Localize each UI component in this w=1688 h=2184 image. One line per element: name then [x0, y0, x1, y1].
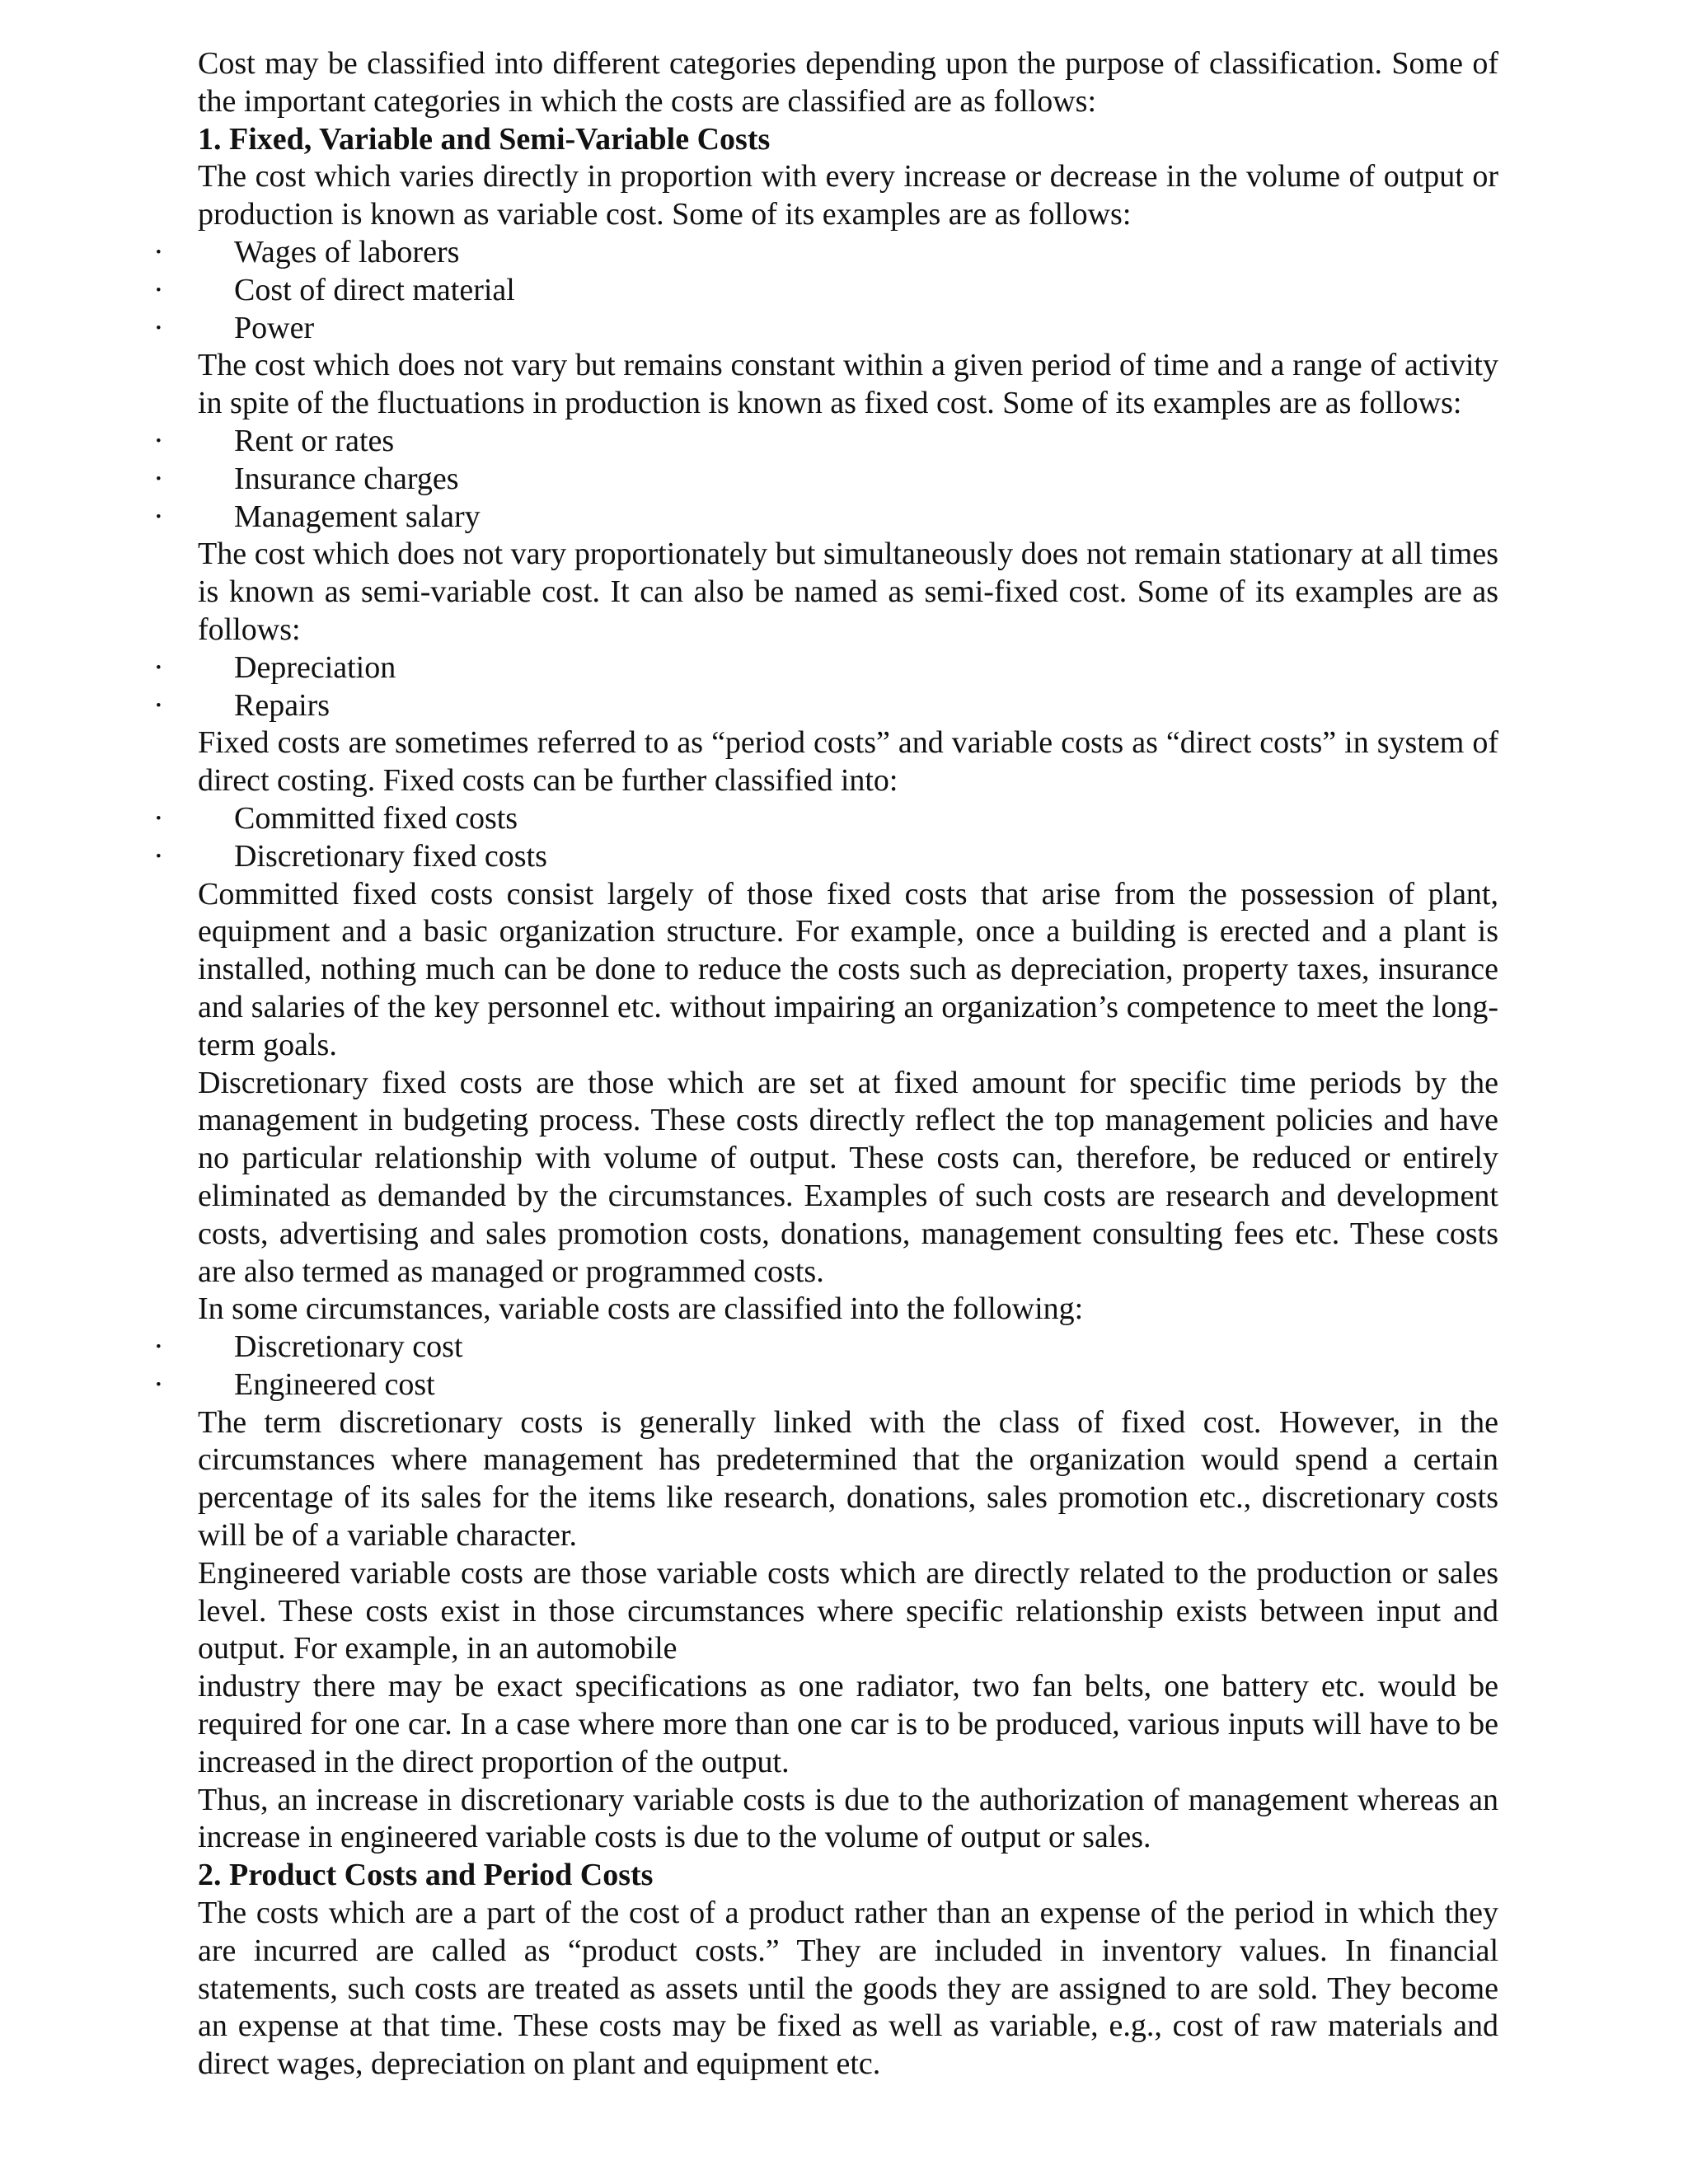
- list-item: [0, 800, 1470, 838]
- engineered-cost-paragraph-start: Engineered variable costs are those variable costs which are directly related to the production or sales level. These costs exist in those circumstances where specific relationship exists between input and output. For example, in an automobile: [198, 1555, 1498, 1666]
- bullet-icon: ·: [153, 423, 164, 458]
- list-item: [0, 423, 1470, 461]
- list-item-text: Depreciation: [234, 649, 396, 685]
- semi-variable-cost-examples: [0, 649, 1688, 725]
- list-item-text: Management salary: [234, 499, 481, 534]
- list-item: [0, 1366, 1470, 1404]
- list-item: [0, 310, 1470, 348]
- bullet-icon: ·: [153, 461, 164, 496]
- list-item: [0, 649, 1470, 687]
- variable-cost-classes-intro: In some circumstances, variable costs are classified into the following:: [198, 1291, 1084, 1327]
- discretionary-cost-paragraph: The term discretionary costs is generally linked with the class of fixed cost. However, in the circumstances where management has predetermined that the organization would spend a certain percentage of its sales for the items like research, donations, sales promotion etc., discretionary costs will be of a variable character.: [198, 1404, 1498, 1554]
- section-heading-product-period: 2. Product Costs and Period Costs: [198, 1858, 654, 1893]
- engineered-cost-paragraph-continued: industry there may be exact specifications as one radiator, two fan belts, one battery etc. would be required for one car. In a case where more than one car is to be produced, various inputs will have to be increased in the direct proportion of the output.: [198, 1669, 1498, 1779]
- section-heading-fixed-variable: 1. Fixed, Variable and Semi-Variable Costs: [198, 121, 771, 157]
- bullet-icon: ·: [153, 687, 164, 723]
- fixed-cost-examples: [0, 423, 1688, 536]
- bullet-icon: ·: [153, 234, 164, 269]
- list-item-text: Discretionary fixed costs: [234, 838, 547, 874]
- bullet-icon: ·: [153, 272, 164, 307]
- fixed-cost-definition: The cost which does not vary but remains constant within a given period of time and a range of activity in spite of the fluctuations in production is known as fixed cost. Some of its examples are as follows:: [198, 348, 1498, 421]
- bullet-icon: ·: [153, 1329, 164, 1365]
- fixed-cost-types: [0, 800, 1688, 876]
- discretionary-fixed-costs-paragraph: Discretionary fixed costs are those which are set at fixed amount for specific time periods by the management in budgeting process. These costs directly reflect the top management policies and have no particular relationship with volume of output. These costs can, therefore, be reduced or entirely eliminated as demanded by the circumstances. Examples of such costs are research and development costs, advertising and sales promotion costs, donations, management consulting fees etc. These costs are also termed as managed or programmed costs.: [198, 1065, 1498, 1289]
- bullet-icon: ·: [153, 310, 164, 345]
- list-item-text: Cost of direct material: [234, 272, 515, 307]
- list-item: [0, 838, 1470, 876]
- list-item: [0, 272, 1470, 310]
- list-item-text: Power: [234, 310, 315, 345]
- document-body: [0, 45, 1688, 2083]
- variable-cost-definition: The cost which varies directly in proportion with every increase or decrease in the volume of output or production is known as variable cost. Some of its examples are as follows:: [198, 159, 1498, 232]
- list-item: [0, 234, 1470, 272]
- list-item-text: Insurance charges: [234, 461, 459, 496]
- product-costs-paragraph: The costs which are a part of the cost of a product rather than an expense of the period in which they are incurred are called as “product costs.” They are included in inventory values. In financial statements, such costs are treated as assets until the goods they are assigned to are sold. They become an expense at that time. These costs may be fixed as well as variable, e.g., cost of raw materials and direct wages, depreciation on plant and equipment etc.: [198, 1896, 1498, 2082]
- intro-paragraph: Cost may be classified into different categories depending upon the purpose of classification. Some of the important categories in which the costs are classified are as follows:: [198, 46, 1498, 119]
- committed-fixed-costs-paragraph: Committed fixed costs consist largely of those fixed costs that arise from the possession of plant, equipment and a basic organization structure. For example, once a building is erected and a plant is installed, nothing much can be done to reduce the costs such as depreciation, property taxes, insurance and salaries of the key personnel etc. without impairing an organization’s competence to meet the long-term goals.: [198, 876, 1498, 1062]
- period-costs-paragraph: Fixed costs are sometimes referred to as “period costs” and variable costs as “direct costs” in system of direct costing. Fixed costs can be further classified into:: [198, 725, 1498, 799]
- list-item-text: Discretionary cost: [234, 1329, 463, 1365]
- list-item-text: Repairs: [234, 687, 331, 723]
- bullet-icon: ·: [153, 1366, 164, 1402]
- variable-cost-types: [0, 1329, 1688, 1404]
- bullet-icon: ·: [153, 649, 164, 685]
- list-item: [0, 687, 1470, 725]
- list-item-text: Rent or rates: [234, 423, 395, 458]
- bullet-icon: ·: [153, 499, 164, 534]
- list-item: [0, 461, 1470, 499]
- conclusion-paragraph: Thus, an increase in discretionary variable costs is due to the authorization of management whereas an increase in engineered variable costs is due to the volume of output or sales.: [198, 1782, 1498, 1855]
- bullet-icon: ·: [153, 800, 164, 836]
- list-item-text: Wages of laborers: [234, 234, 460, 269]
- variable-cost-examples: [0, 234, 1688, 347]
- list-item-text: Engineered cost: [234, 1366, 435, 1402]
- semi-variable-cost-definition: The cost which does not vary proportionately but simultaneously does not remain stationary at all times is known as semi-variable cost. It can also be named as semi-fixed cost. Some of its examples are as follows:: [198, 537, 1498, 647]
- list-item: [0, 499, 1470, 537]
- bullet-icon: ·: [153, 838, 164, 874]
- list-item-text: Committed fixed costs: [234, 800, 518, 836]
- list-item: [0, 1329, 1470, 1366]
